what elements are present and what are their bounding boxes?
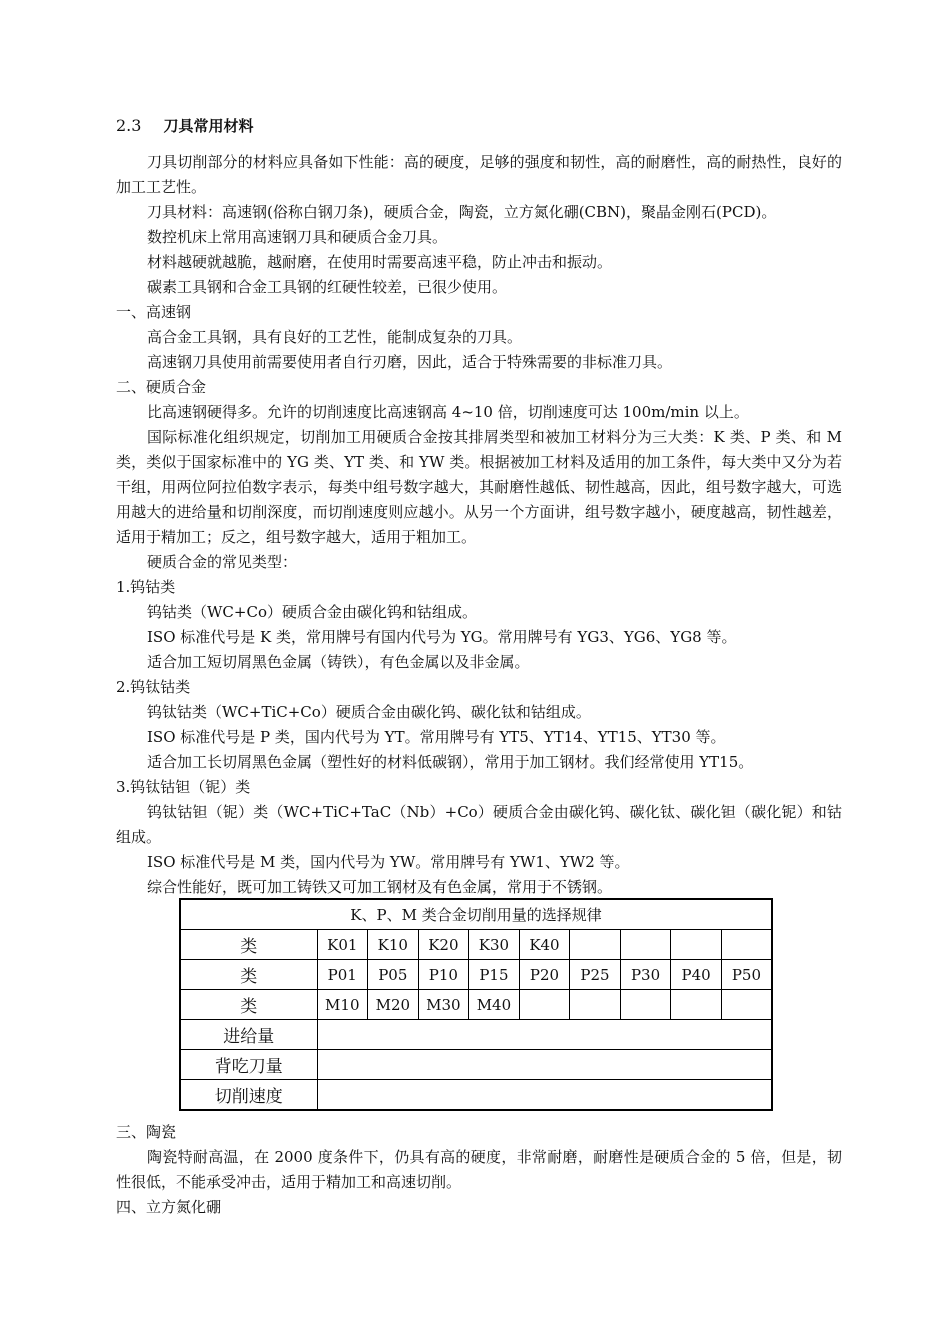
table-row-head: 进给量: [180, 1020, 317, 1050]
sec4-title: 四、立方氮化硼: [116, 1198, 222, 1216]
table-cell: M10: [317, 990, 368, 1020]
table-caption-row: [180, 899, 772, 930]
table-row: [180, 1020, 772, 1050]
table-cell: M30: [418, 990, 469, 1020]
type3-para-1: 钨钛钴钽（铌）类（WC+TiC+TaC（Nb）+Co）硬质合金由碳化钨、碳化钛、碳化钽（碳化铌）和钴组成。: [116, 803, 842, 846]
type2-para-3: 适合加工长切屑黑色金属（塑性好的材料低碳钢），常用于加工钢材。我们经常使用 YT15。: [147, 753, 754, 771]
type3-para-2: ISO 标准代号是 M 类，国内代号为 YW。常用牌号有 YW1、YW2 等。: [147, 853, 630, 871]
table-cell: K30: [469, 930, 520, 960]
section-title: 刀具常用材料: [163, 117, 254, 135]
table-cell: [570, 990, 621, 1020]
table-cell: [671, 930, 722, 960]
section-number: 2.3: [116, 116, 142, 135]
table-row-head: 切削速度: [180, 1080, 317, 1111]
table-cell: [317, 1050, 772, 1080]
table-row: [180, 1080, 772, 1111]
table-cell: P50: [721, 960, 772, 990]
table-caption: K、P、M 类合金切削用量的选择规律: [180, 899, 772, 930]
table-cell: K10: [368, 930, 419, 960]
table-cell: P25: [570, 960, 621, 990]
table-cell: [620, 930, 671, 960]
table-row: [180, 1050, 772, 1080]
table-cell: P05: [368, 960, 419, 990]
section-heading: [116, 115, 253, 136]
table-cell: M40: [469, 990, 520, 1020]
table-cell: [721, 930, 772, 960]
type3-para-3: 综合性能好，既可加工铸铁又可加工钢材及有色金属，常用于不锈钢。: [147, 878, 613, 896]
table-row: [180, 930, 772, 960]
type1-title: 1.钨钴类: [116, 578, 176, 596]
intro-para-3: 数控机床上常用高速钢刀具和硬质合金刀具。: [147, 228, 448, 246]
sec2-title: 二、硬质合金: [116, 378, 207, 396]
table-row: [180, 960, 772, 990]
type1-para-2: ISO 标准代号是 K 类，常用牌号有国内代号为 YG。常用牌号有 YG3、YG6、YG8 等。: [147, 628, 737, 646]
table-cell: [671, 990, 722, 1020]
table-row-head: 类: [180, 930, 317, 960]
intro-para-5: 碳素工具钢和合金工具钢的红硬性较差，已很少使用。: [147, 278, 508, 296]
table-cell: P40: [671, 960, 722, 990]
table-cell: [317, 1080, 772, 1111]
intro-para-2: 刀具材料：高速钢(俗称白钢刀条)，硬质合金，陶瓷，立方氮化硼(CBN)，聚晶金刚石(PCD)。: [147, 203, 777, 221]
table-cell: [519, 990, 570, 1020]
type2-title: 2.钨钛钴类: [116, 678, 191, 696]
sec1-para-1: 高合金工具钢，具有良好的工艺性，能制成复杂的刀具。: [147, 328, 523, 346]
table-cell: P01: [317, 960, 368, 990]
sec2-para-3: 硬质合金的常见类型：: [147, 553, 298, 571]
type3-title: 3.钨钛钴钽（铌）类: [116, 778, 251, 796]
type1-para-1: 钨钴类（WC+Co）硬质合金由碳化钨和钴组成。: [147, 603, 477, 621]
sec3-title: 三、陶瓷: [116, 1123, 177, 1141]
table-row: [180, 990, 772, 1020]
intro-para-4: 材料越硬就越脆，越耐磨，在使用时需要高速平稳，防止冲击和振动。: [147, 253, 613, 271]
table-cell: [620, 990, 671, 1020]
table-cell: P15: [469, 960, 520, 990]
table-row-head: 类: [180, 960, 317, 990]
type2-para-2: ISO 标准代号是 P 类，国内代号为 YT。常用牌号有 YT5、YT14、YT15、YT30 等。: [147, 728, 726, 746]
sec1-para-2: 高速钢刀具使用前需要使用者自行刃磨，因此，适合于特殊需要的非标准刀具。: [147, 353, 673, 371]
table-cell: P30: [620, 960, 671, 990]
sec2-para-2: 国际标准化组织规定，切削加工用硬质合金按其排屑类型和被加工材料分为三大类：K 类、P 类、和 M 类，类似于国家标准中的 YG 类、YT 类、和 YW 类。根据被加工材料及适用的加工条件，每大类中又分为若干组，用两位阿拉伯数字表示，每类中组号数字越大，其耐磨性越低、韧性越高，因此，组号数字越大，可选用越大的进给量和切削深度，而切削速度则应越小。从另一个方面讲，组号数字越小，硬度越高，韧性越差，适用于精加工；反之，组号数字越大，适用于粗加工。: [116, 428, 842, 546]
table-cell: P10: [418, 960, 469, 990]
table-cell: [721, 990, 772, 1020]
table-cell: K20: [418, 930, 469, 960]
intro-para-1: 刀具切削部分的材料应具备如下性能：高的硬度，足够的强度和韧性，高的耐磨性，高的耐热性，良好的加工工艺性。: [116, 153, 842, 196]
sec1-title: 一、高速钢: [116, 303, 192, 321]
table-cell: K01: [317, 930, 368, 960]
sec2-para-1: 比高速钢硬得多。允许的切削速度比高速钢高 4~10 倍，切削速度可达 100m/min 以上。: [147, 403, 749, 421]
table-cell: P20: [519, 960, 570, 990]
table-cell: K40: [519, 930, 570, 960]
table-cell: [317, 1020, 772, 1050]
type2-para-1: 钨钛钴类（WC+TiC+Co）硬质合金由碳化钨、碳化钛和钴组成。: [147, 703, 591, 721]
table-row-head: 类: [180, 990, 317, 1020]
type1-para-3: 适合加工短切屑黑色金属（铸铁），有色金属以及非金属。: [147, 653, 530, 671]
table-cell: [570, 930, 621, 960]
cutting-rules-table: [179, 898, 773, 1111]
sec3-para-1: 陶瓷特耐高温，在 2000 度条件下，仍具有高的硬度，非常耐磨，耐磨性是硬质合金的 5 倍，但是，韧性很低，不能承受冲击，适用于精加工和高速切削。: [116, 1148, 842, 1191]
table-row-head: 背吃刀量: [180, 1050, 317, 1080]
table-cell: M20: [368, 990, 419, 1020]
